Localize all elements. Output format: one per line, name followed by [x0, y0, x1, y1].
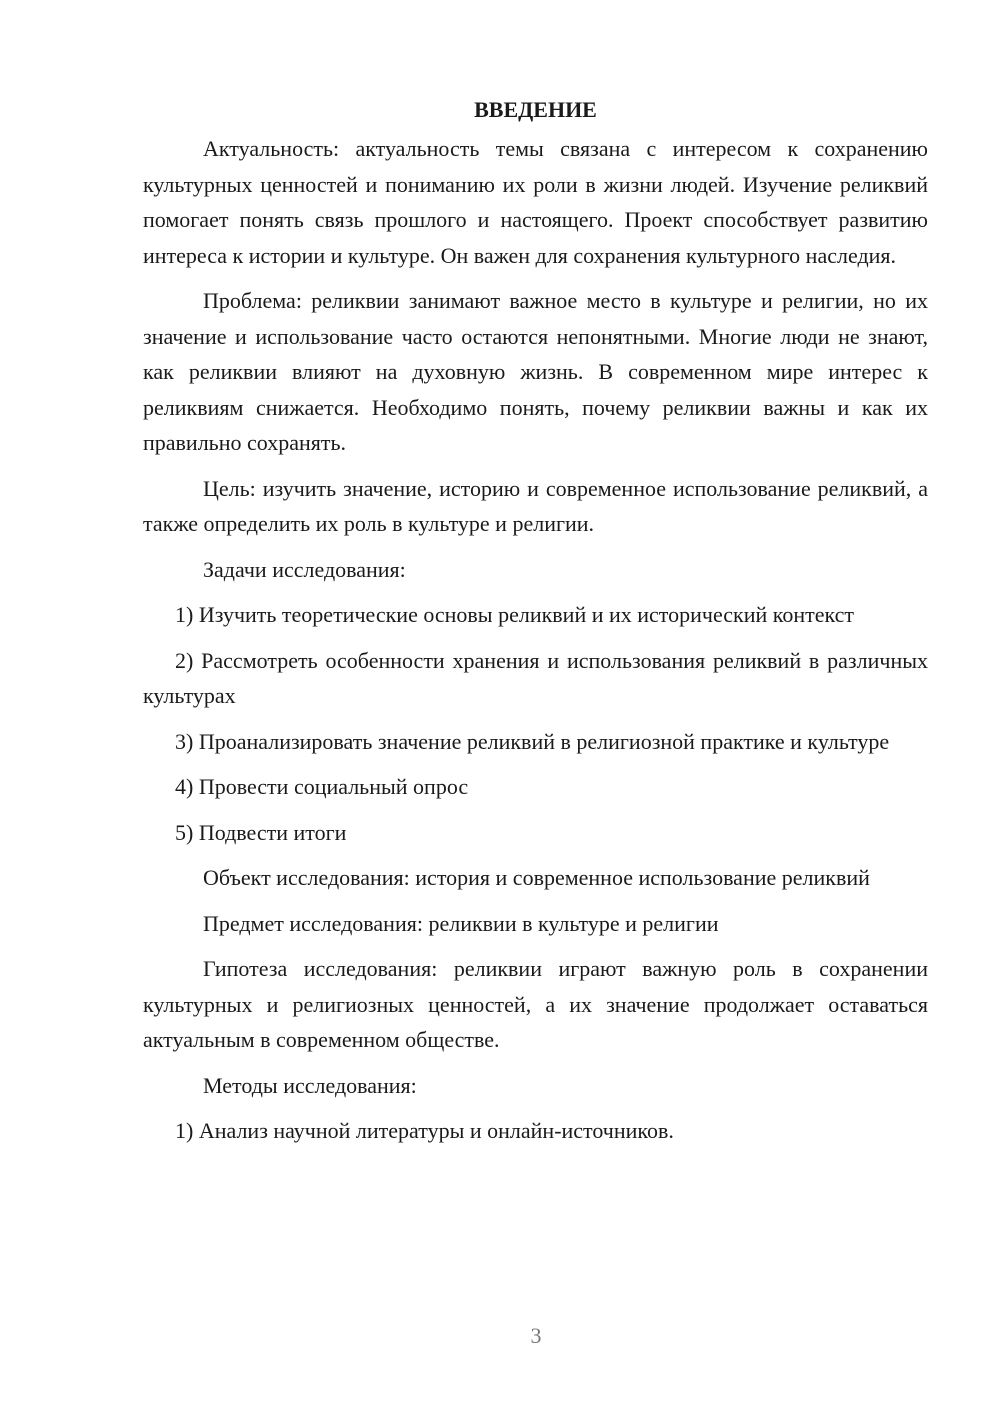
task-item-5: 5) Подвести итоги — [175, 819, 347, 845]
methods-heading: Методы исследования: — [203, 1072, 417, 1098]
task-item-4: 4) Провести социальный опрос — [175, 774, 469, 799]
document-body — [143, 92, 928, 1159]
task-item-2: 2) Рассмотреть особенности хранения и использования реликвий в различных культурах — [143, 647, 928, 708]
document-title: ВВЕДЕНИЕ — [474, 97, 597, 122]
relevance-paragraph: Актуальность: актуальность темы связана с интересом к сохранению культурных ценностей и пониманию их роли в жизни людей. Изучение реликвий помогает понять связь прошлого и настоящего. Проект способствует развитию интереса к истории и культуре. Он важен для сохранения культурного наследия. — [143, 136, 928, 268]
task-item-1: 1) Изучить теоретические основы реликвий и их исторический контекст — [175, 602, 855, 627]
problem-paragraph: Проблема: реликвии занимают важное место в культуре и религии, но их значение и использование часто остаются непонятными. Многие люди не знают, как реликвии влияют на духовную жизнь. В современном мире интерес к реликвиям снижается. Необходимо понять, почему реликвии важны и как их правильно сохранять. — [143, 288, 928, 455]
subject-paragraph: Предмет исследования: реликвии в культуре и религии — [203, 910, 719, 936]
object-paragraph: Объект исследования: история и современное использование реликвий — [203, 865, 870, 890]
task-item-3: 3) Проанализировать значение реликвий в религиозной практике и культуре — [175, 728, 890, 754]
hypothesis-paragraph: Гипотеза исследования: реликвии играют важную роль в сохранении культурных и религиозных ценностей, а их значение продолжает оставаться актуальным в современном обществе. — [143, 956, 928, 1052]
goal-paragraph: Цель: изучить значение, историю и современное использование реликвий, а также определить их роль в культуре и религии. — [143, 475, 928, 536]
page-number: 3 — [530, 1323, 542, 1348]
tasks-heading: Задачи исследования: — [203, 556, 406, 582]
method-item-1: 1) Анализ научной литературы и онлайн-источников. — [175, 1118, 674, 1143]
